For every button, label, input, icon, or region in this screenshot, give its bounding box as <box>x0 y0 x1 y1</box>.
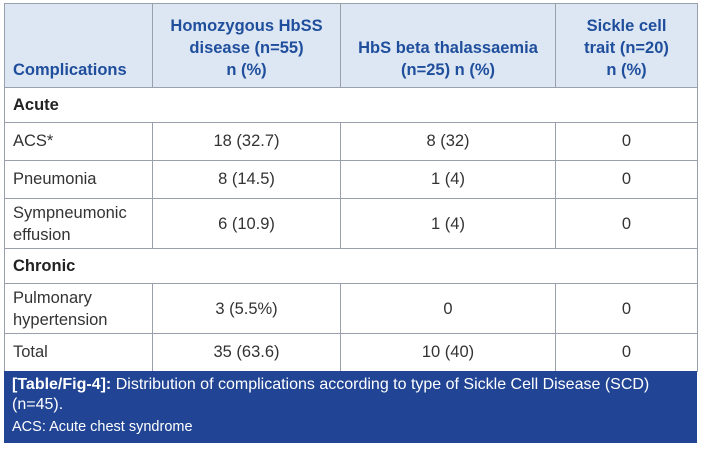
header-line: HbS beta thalassaemia <box>358 39 538 57</box>
header-sickle-trait <box>556 4 698 88</box>
section-title-acute: Acute <box>5 88 698 123</box>
section-row <box>5 88 698 123</box>
header-line: (n=25) n (%) <box>401 61 495 79</box>
header-complications <box>5 4 153 88</box>
row-label: Pneumonia <box>5 161 153 199</box>
caption-note: ACS: Acute chest syndrome <box>12 419 193 435</box>
cell-hbss: 18 (32.7) <box>153 123 341 161</box>
cell-trait: 0 <box>556 284 698 334</box>
table-row <box>5 161 698 199</box>
table-row <box>5 199 698 249</box>
cell-hbss: 6 (10.9) <box>153 199 341 249</box>
cell-trait: 0 <box>556 199 698 249</box>
cell-hbss: 8 (14.5) <box>153 161 341 199</box>
row-label: ACS* <box>5 123 153 161</box>
header-hbss <box>153 4 341 88</box>
header-line: trait (n=20) <box>584 39 669 57</box>
row-label: Pulmonary hypertension <box>5 284 153 334</box>
header-row <box>5 4 698 88</box>
cell-trait: 0 <box>556 334 698 372</box>
section-title-chronic: Chronic <box>5 249 698 284</box>
cell-hbss: 35 (63.6) <box>153 334 341 372</box>
cell-hbsb: 1 (4) <box>341 161 556 199</box>
section-row <box>5 249 698 284</box>
cell-hbsb: 1 (4) <box>341 199 556 249</box>
header-line: n (%) <box>606 61 647 79</box>
row-label: Total <box>5 334 153 372</box>
cell-hbsb: 10 (40) <box>341 334 556 372</box>
row-label: Sympneumonic effusion <box>5 199 153 249</box>
cell-trait: 0 <box>556 161 698 199</box>
table-row-total <box>5 334 698 372</box>
cell-hbsb: 8 (32) <box>341 123 556 161</box>
caption-text: Distribution of complications according to type of Sickle Cell Disease (SCD) (n=45). <box>12 376 650 413</box>
header-line: disease (n=55) <box>189 39 304 57</box>
header-line: Sickle cell <box>586 17 667 35</box>
cell-hbsb: 0 <box>341 284 556 334</box>
header-hbs-beta-thal <box>341 4 556 88</box>
header-line: Homozygous HbSS <box>170 17 323 35</box>
caption-tag: [Table/Fig-4]: <box>12 376 112 393</box>
complications-table <box>4 3 698 372</box>
header-line: n (%) <box>226 61 267 79</box>
figure-caption <box>4 371 697 443</box>
table-row <box>5 284 698 334</box>
header-line: Complications <box>13 61 127 79</box>
cell-trait: 0 <box>556 123 698 161</box>
cell-hbss: 3 (5.5%) <box>153 284 341 334</box>
table-row <box>5 123 698 161</box>
table-figure <box>4 3 697 443</box>
